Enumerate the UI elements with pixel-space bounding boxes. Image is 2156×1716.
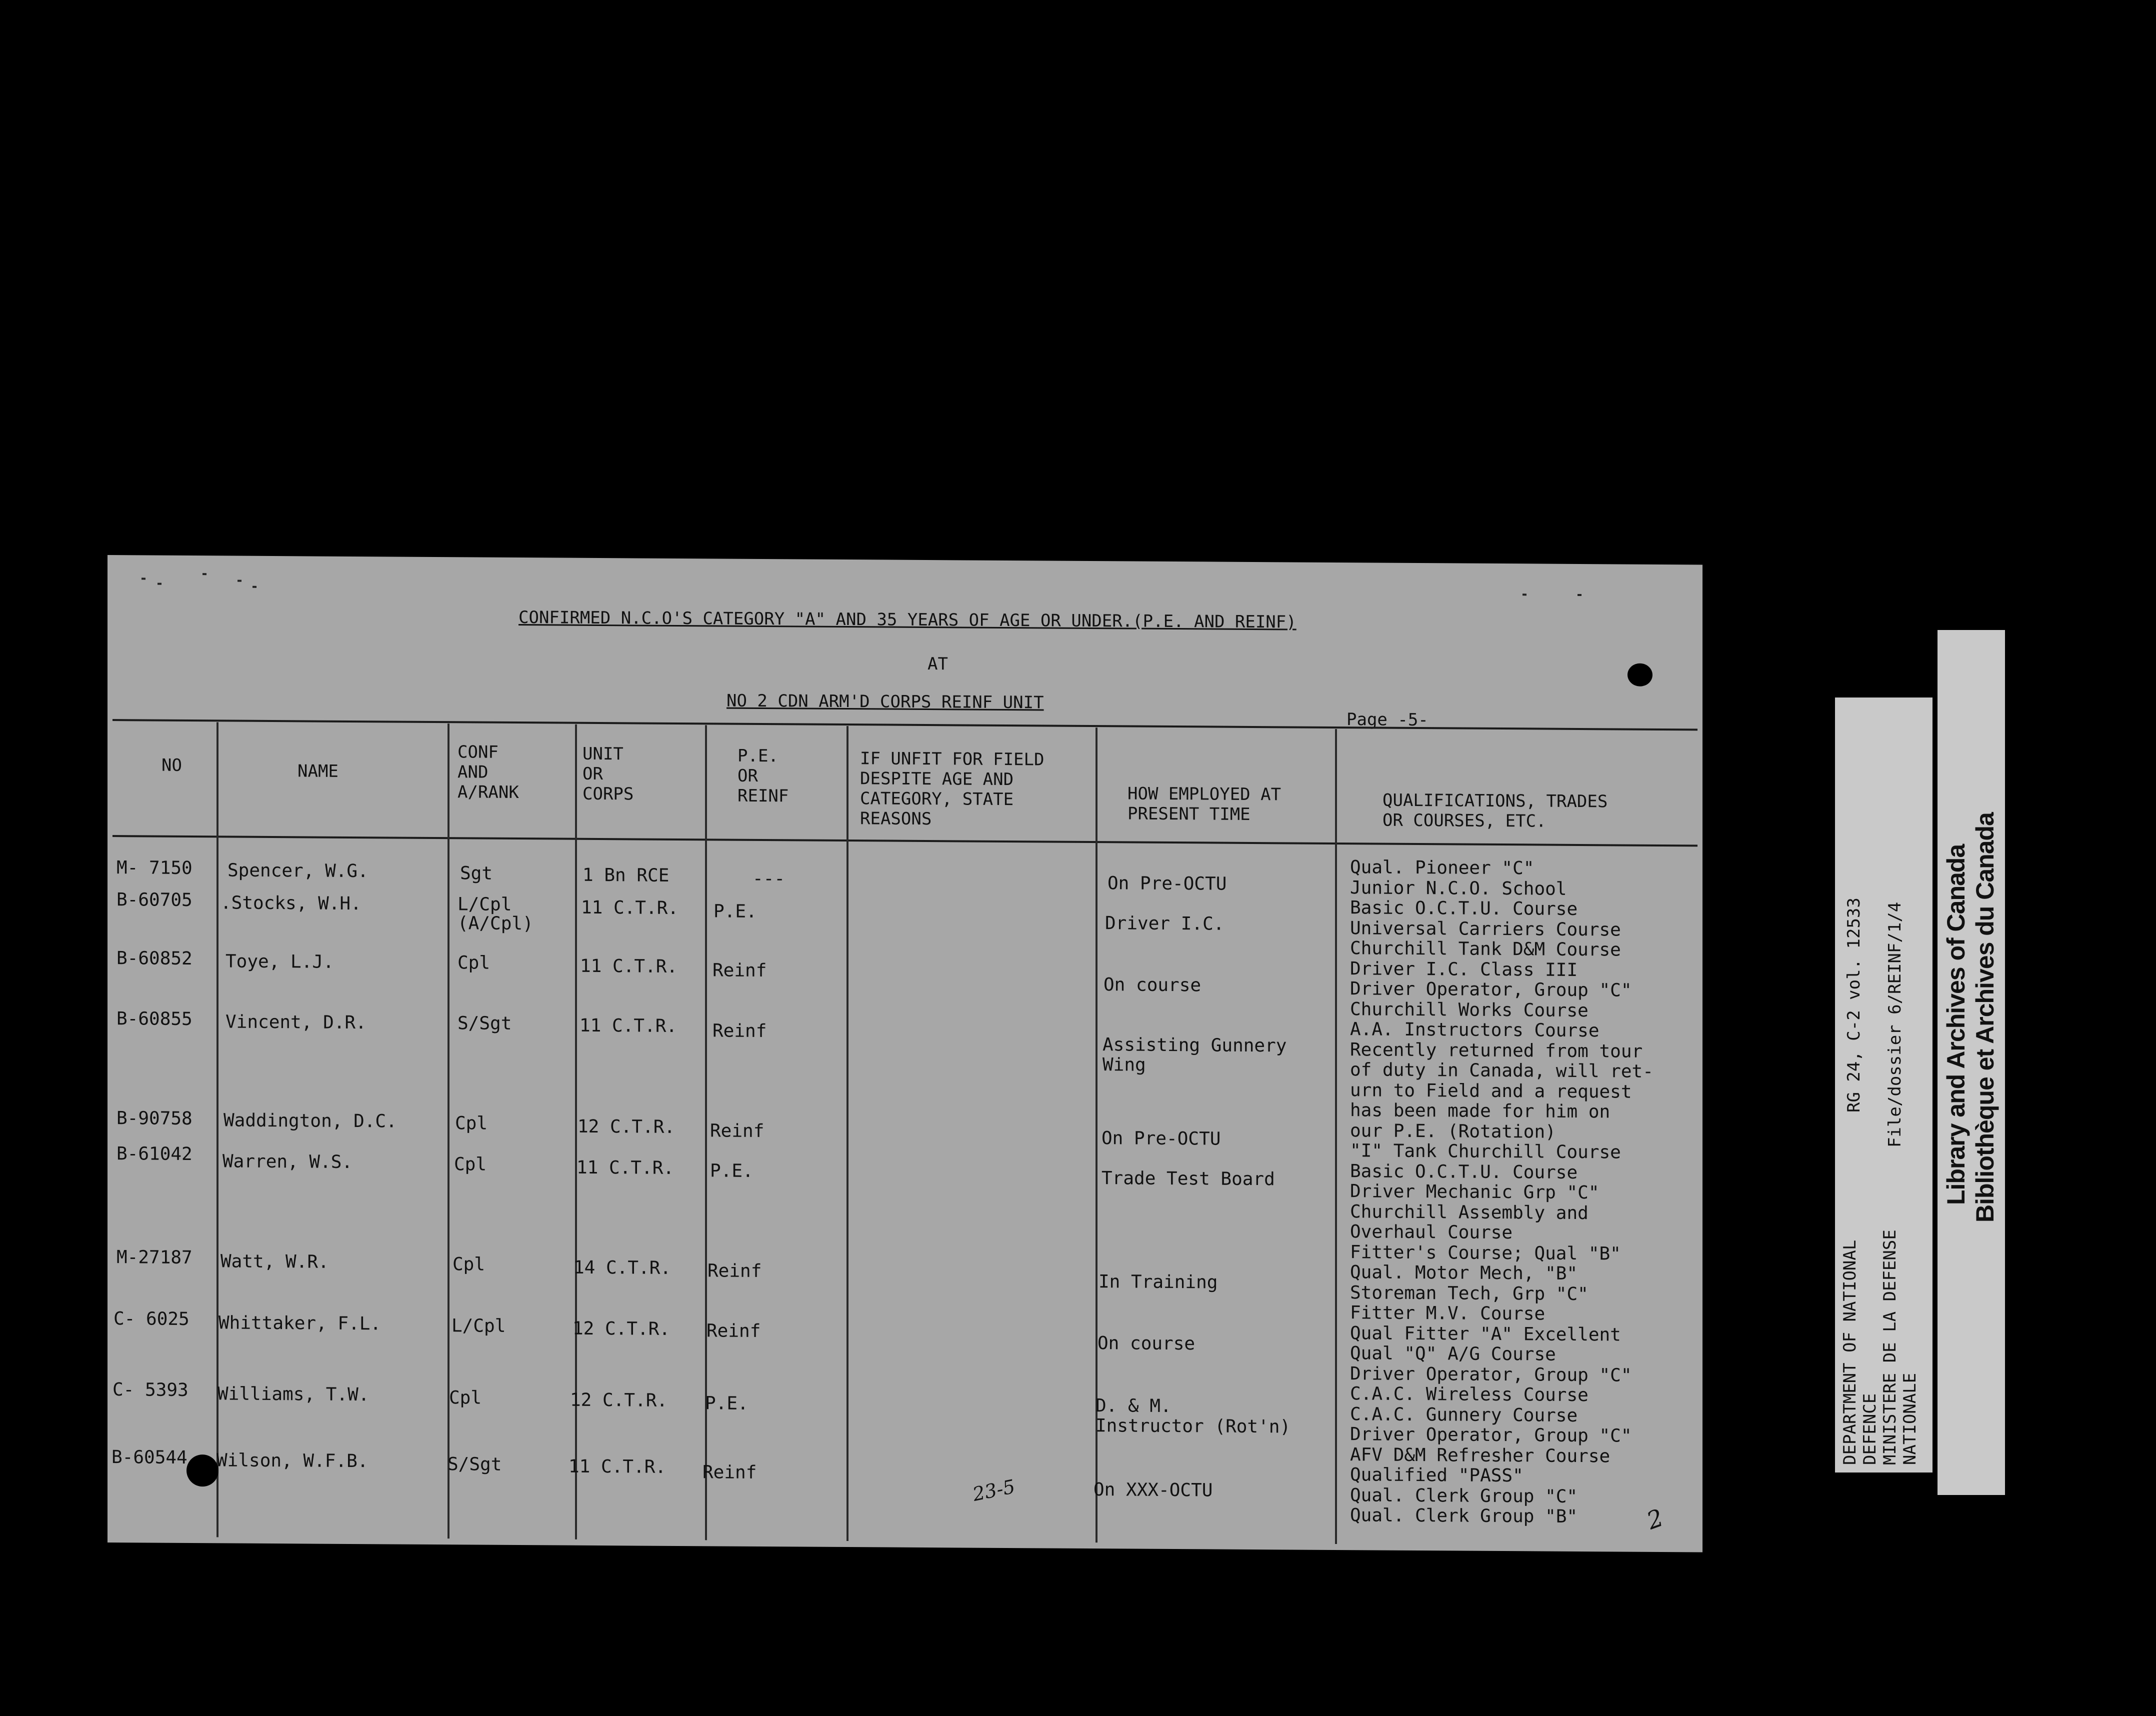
qualifications-list bbox=[1350, 858, 1654, 1528]
column-divider bbox=[1335, 729, 1337, 1544]
col-header-rank: CONF AND A/RANK bbox=[458, 742, 519, 803]
qualification-line: C.A.C. Gunnery Course bbox=[1350, 1404, 1578, 1426]
row-unit: 11 C.T.R. bbox=[568, 1456, 666, 1478]
qualification-line: Overhaul Course bbox=[1350, 1222, 1513, 1244]
row-rank: Cpl bbox=[452, 1254, 486, 1275]
qualification-line: Driver Operator, Group "C" bbox=[1350, 978, 1632, 1001]
document-title: CONFIRMED N.C.O'S CATEGORY "A" AND 35 YEARS OF AGE OR UNDER.(P.E. AND REINF) bbox=[518, 608, 1296, 632]
col-header-pe: P.E. OR REINF bbox=[738, 746, 789, 806]
employed-entry: Trade Test Board bbox=[1102, 1168, 1275, 1190]
row-pe: P.E. bbox=[705, 1393, 748, 1414]
lac-name-fr: Bibliothèque et Archives du Canada bbox=[1971, 812, 1999, 1222]
row-pe: Reinf bbox=[712, 960, 767, 982]
row-no: B-60855 bbox=[116, 1008, 192, 1030]
speck-mark bbox=[142, 578, 146, 580]
qualification-line: Churchill Assembly and bbox=[1350, 1201, 1588, 1224]
qualification-line: Universal Carriers Course bbox=[1350, 918, 1621, 940]
document-sheet bbox=[108, 555, 1702, 1552]
qualification-line: Qual. Pioneer "C" bbox=[1350, 857, 1534, 879]
punch-hole bbox=[186, 1454, 218, 1486]
page-number: Page -5- bbox=[1346, 710, 1428, 730]
speck-mark bbox=[1522, 594, 1526, 596]
row-rank-acting: (A/Cpl) bbox=[458, 913, 534, 934]
row-no: M- 7150 bbox=[116, 858, 192, 879]
qualification-line: urn to Field and a request bbox=[1350, 1080, 1632, 1102]
qualification-line: Qual Fitter "A" Excellent bbox=[1350, 1322, 1621, 1345]
qualification-line: of duty in Canada, will ret- bbox=[1350, 1060, 1654, 1082]
row-no: B-60544 bbox=[112, 1447, 188, 1468]
lac-name-en: Library and Archives of Canada bbox=[1942, 844, 1970, 1205]
row-rank: Cpl bbox=[454, 1154, 487, 1175]
qualification-line: our P.E. (Rotation) bbox=[1350, 1120, 1556, 1142]
row-no: B-61042 bbox=[116, 1144, 192, 1165]
row-no: B-60705 bbox=[116, 890, 192, 911]
qualification-line: Driver Mechanic Grp "C" bbox=[1350, 1181, 1600, 1204]
qualification-line: "I" Tank Churchill Course bbox=[1350, 1140, 1621, 1163]
archive-ref-file: File/dossier 6/REINF/1/4 bbox=[1885, 902, 1905, 1148]
archive-reference-label bbox=[1835, 698, 1932, 1472]
employed-entry: On XXX-OCTU bbox=[1094, 1480, 1213, 1501]
col-header-name: NAME bbox=[298, 761, 338, 782]
column-divider bbox=[216, 722, 218, 1537]
qualification-line: Churchill Works Course bbox=[1350, 998, 1588, 1021]
row-unit: 14 C.T.R. bbox=[574, 1257, 672, 1278]
row-pe: Reinf bbox=[710, 1120, 764, 1142]
unit-title: NO 2 CDN ARM'D CORPS REINF UNIT bbox=[726, 690, 1044, 713]
qualification-line: C.A.C. Wireless Course bbox=[1350, 1384, 1588, 1406]
row-pe: P.E. bbox=[710, 1160, 754, 1182]
at-label: AT bbox=[928, 654, 948, 674]
employed-entry: On course bbox=[1098, 1333, 1196, 1354]
qualification-line: Qual "Q" A/G Course bbox=[1350, 1343, 1556, 1365]
row-name: Whittaker, F.L. bbox=[218, 1312, 382, 1334]
row-unit: 11 C.T.R. bbox=[580, 956, 678, 977]
employed-entry: Instructor (Rot'n) bbox=[1096, 1416, 1291, 1438]
header-bottom-rule bbox=[112, 835, 1698, 846]
qualification-line: Basic O.C.T.U. Course bbox=[1350, 898, 1578, 920]
qualification-line: Qual. Clerk Group "B" bbox=[1350, 1505, 1578, 1527]
qualification-line: Qual. Motor Mech, "B" bbox=[1350, 1262, 1578, 1284]
employed-entry: Assisting Gunnery bbox=[1102, 1034, 1287, 1056]
row-no: M-27187 bbox=[116, 1247, 192, 1268]
speck-mark bbox=[1578, 594, 1582, 596]
speck-mark bbox=[202, 573, 206, 575]
qualification-line: Fitter's Course; Qual "B" bbox=[1350, 1242, 1621, 1264]
qualification-line: Driver I.C. Class III bbox=[1350, 958, 1578, 980]
row-rank: Cpl bbox=[449, 1388, 482, 1408]
row-unit: 11 C.T.R. bbox=[576, 1157, 674, 1178]
row-pe: P.E. bbox=[714, 901, 757, 922]
row-pe: Reinf bbox=[712, 1020, 767, 1042]
employed-entry: On course bbox=[1104, 974, 1202, 996]
column-divider bbox=[448, 724, 450, 1538]
handwritten-mark: 2 bbox=[1643, 1504, 1668, 1536]
row-rank: Sgt bbox=[460, 863, 493, 884]
row-pe: --- bbox=[752, 868, 786, 890]
col-header-unit: UNIT OR CORPS bbox=[582, 744, 634, 804]
row-name: Waddington, D.C. bbox=[224, 1110, 397, 1132]
row-rank: S/Sgt bbox=[448, 1454, 502, 1475]
row-no: B-60852 bbox=[116, 948, 192, 970]
row-no: C- 6025 bbox=[114, 1308, 190, 1330]
qualification-line: Storeman Tech, Grp "C" bbox=[1350, 1282, 1588, 1304]
col-header-unfit: IF UNFIT FOR FIELD DESPITE AGE AND CATEGORY, STATE REASONS bbox=[860, 748, 1044, 830]
col-header-no: NO bbox=[162, 755, 182, 776]
speck-mark bbox=[238, 580, 242, 582]
row-unit: 12 C.T.R. bbox=[572, 1318, 670, 1340]
row-pe: Reinf bbox=[706, 1320, 761, 1342]
row-pe: Reinf bbox=[702, 1462, 757, 1483]
lac-label bbox=[1938, 630, 2005, 1495]
column-divider bbox=[705, 725, 707, 1540]
qualification-line: has been made for him on bbox=[1350, 1100, 1610, 1122]
archive-ref-dept-defence: DEFENCE bbox=[1860, 1393, 1880, 1465]
employed-entry: On Pre-OCTU bbox=[1102, 1128, 1221, 1150]
qualification-line: Fitter M.V. Course bbox=[1350, 1302, 1546, 1324]
qualification-line: Recently returned from tour bbox=[1350, 1039, 1643, 1062]
row-name: .Stocks, W.H. bbox=[220, 892, 362, 914]
row-no: C- 5393 bbox=[112, 1380, 188, 1400]
archive-ref-nationale: NATIONALE bbox=[1900, 1372, 1920, 1465]
employed-entry: In Training bbox=[1098, 1272, 1218, 1293]
punch-hole bbox=[1628, 664, 1652, 686]
row-unit: 11 C.T.R. bbox=[580, 1015, 678, 1036]
row-no: B-90758 bbox=[116, 1108, 192, 1130]
qualification-line: Basic O.C.T.U. Course bbox=[1350, 1160, 1578, 1183]
col-header-qualifications: QUALIFICATIONS, TRADES OR COURSES, ETC. bbox=[1382, 790, 1608, 832]
table-top-rule bbox=[112, 719, 1698, 730]
archive-ref-volume: RG 24, C-2 vol. 12533 bbox=[1844, 898, 1864, 1112]
qualification-line: Qualified "PASS" bbox=[1350, 1464, 1524, 1486]
row-unit: 12 C.T.R. bbox=[570, 1390, 668, 1411]
qualification-line: Churchill Tank D&M Course bbox=[1350, 938, 1621, 960]
column-divider bbox=[846, 726, 848, 1541]
qualification-line: AFV D&M Refresher Course bbox=[1350, 1444, 1610, 1466]
employed-entry: Wing bbox=[1102, 1054, 1146, 1076]
speck-mark bbox=[252, 586, 256, 588]
row-name: Toye, L.J. bbox=[226, 951, 334, 972]
row-rank: Cpl bbox=[458, 952, 490, 974]
archive-ref-ministere: MINISTERE DE LA DEFENSE bbox=[1880, 1230, 1900, 1465]
row-name: Warren, W.S. bbox=[222, 1151, 353, 1172]
archive-ref-dept: DEPARTMENT OF NATIONAL bbox=[1840, 1240, 1860, 1465]
row-unit: 11 C.T.R. bbox=[581, 897, 679, 918]
qualification-line: A.A. Instructors Course bbox=[1350, 1019, 1600, 1042]
row-unit: 1 Bn RCE bbox=[582, 864, 670, 886]
qualification-line: Driver Operator, Group "C" bbox=[1350, 1363, 1632, 1386]
row-rank: L/Cpl bbox=[452, 1316, 506, 1336]
qualification-line: Junior N.C.O. School bbox=[1350, 877, 1567, 900]
speck-mark bbox=[158, 583, 162, 585]
row-name: Vincent, D.R. bbox=[226, 1012, 366, 1034]
col-header-employed: HOW EMPLOYED AT PRESENT TIME bbox=[1128, 784, 1282, 824]
row-name: Watt, W.R. bbox=[220, 1251, 329, 1272]
qualification-line: Qual. Clerk Group "C" bbox=[1350, 1484, 1578, 1507]
row-rank: S/Sgt bbox=[458, 1013, 512, 1034]
row-rank: L/Cpl bbox=[458, 894, 512, 915]
row-name: Spencer, W.G. bbox=[228, 860, 368, 882]
qualification-line: Driver Operator, Group "C" bbox=[1350, 1424, 1632, 1446]
employed-entry: D. & M. bbox=[1096, 1396, 1172, 1416]
handwritten-number: 23-5 bbox=[970, 1475, 1018, 1506]
employed-entry: Driver I.C. bbox=[1105, 913, 1224, 934]
column-divider bbox=[575, 724, 577, 1540]
row-name: Williams, T.W. bbox=[218, 1384, 370, 1406]
row-unit: 12 C.T.R. bbox=[578, 1116, 676, 1138]
employed-entry: On Pre-OCTU bbox=[1108, 873, 1227, 894]
row-rank: Cpl bbox=[455, 1113, 488, 1134]
row-pe: Reinf bbox=[708, 1260, 762, 1282]
row-name: Wilson, W.F.B. bbox=[216, 1450, 368, 1472]
